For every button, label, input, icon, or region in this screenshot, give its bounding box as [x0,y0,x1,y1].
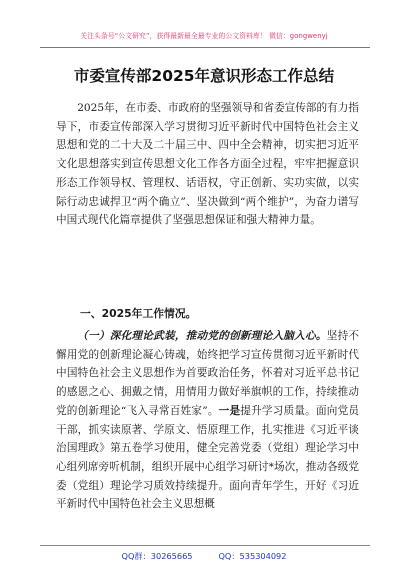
subsection-text-2: 提升学习质量。面向党员干部，抓实读原著、学原文、悟原理工作，扎实推进《习近平谈治国理政》第五卷学习使用，健全完善党委（党组）理论学习中心组列席旁听机制，组织开展中心组学习研讨*场次，推动各级党委（党组）理论学习质效持续提升。面向青年学生，开好《习近平新时代中国特色社会主义思想概 [56,404,359,511]
footer-contact [0,551,408,562]
subsection-paragraph [56,327,359,514]
document-title: 市委宣传部2025年意识形态工作总结 [73,67,335,85]
subsection-heading: （一）深化理论武装，推动党的创新理论入脑入心。 [77,330,327,342]
footer-qq-group: QQ群：30265665 [121,551,193,561]
header-promo-note: 关注头条号“公文研究”，获得最新最全最专业的公文资料库！ 微信：gongwenyj [80,32,328,40]
header-divider [40,47,370,48]
subsection-text-1: 坚持不懈用党的创新理论凝心铸魂，始终把学习宣传贯彻习近平新时代中国特色社会主义思想作为首要政治任务，怀着对习近平总书记的感恩之心、拥戴之情，用情用力做好举旗帜的工作，持续推动党的创新理论“飞入寻常百姓家”。 [56,330,360,417]
inline-bold-marker: 一是 [218,404,241,417]
section-heading: 一、2025年工作情况。 [80,307,197,320]
footer-divider [40,545,370,546]
footer-qq: QQ：535304092 [218,551,287,561]
intro-paragraph: 2025年，在市委、市政府的坚强领导和省委宣传部的有力指导下，市委宣传部深入学习贯彻习近平新时代中国特色社会主义思想和党的二十大及二十届三中、四中全会精神，切实把习近平文化思想落实到宣传思想文化工作各方面全过程，牢牢把握意识形态工作领导权、管理权、话语权，守正创新、实功实做，以实际行动忠诚捍卫“两个确立”、坚决做到“两个维护”，为奋力谱写中国式现代化篇章提供了坚强思想保证和强大精神力量。 [56,102,359,227]
